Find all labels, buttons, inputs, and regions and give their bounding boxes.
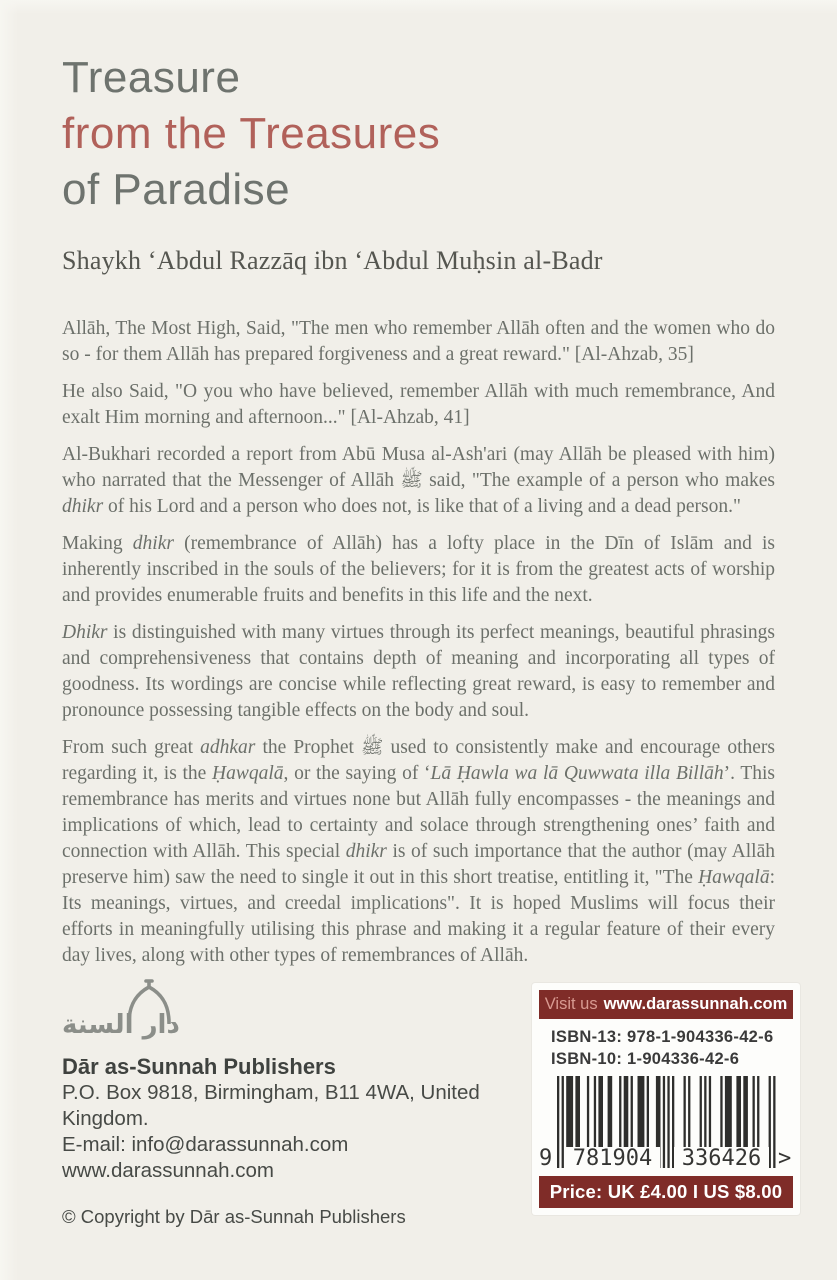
title-line-2: from the Treasures bbox=[62, 109, 441, 158]
publisher-address: P.O. Box 9818, Birmingham, B11 4WA, United Kingdom. bbox=[62, 1081, 480, 1130]
publisher-logo bbox=[62, 978, 192, 1042]
body-paragraph: Dhikr is distinguished with many virtues through its perfect meanings, beautiful phrasings and comprehensiveness that contains depth of meaning and incorporating all types of goodness. Its wordings are concise while reflecting great reward, is easy to remember and pronounce possessing tangible effects on the body and soul. bbox=[62, 622, 775, 721]
copyright-line: © Copyright by Dār as-Sunnah Publishers bbox=[62, 1206, 406, 1227]
sallallahu-alayhi-wasallam-symbol: ﷺ bbox=[400, 470, 423, 491]
ean-digit-first: 9 bbox=[539, 1146, 553, 1171]
publisher-email: E-mail: info@darassunnah.com bbox=[62, 1133, 349, 1156]
synopsis-text bbox=[62, 316, 775, 969]
body-paragraph: He also Said, "O you who have believed, remember Allāh with much remembrance, And exalt Him morning and afternoon..." [Al-Ahzab, 41] bbox=[62, 381, 775, 428]
book-title bbox=[62, 50, 775, 218]
body-paragraph: Making dhikr (remembrance of Allāh) has a lofty place in the Dīn of Islām and is inherently inscribed in the souls of the believers; for it is from the greatest acts of worship and provides enumerable fruits and benefits in this life and the next. bbox=[62, 533, 775, 606]
sallallahu-alayhi-wasallam-symbol: ﷺ bbox=[361, 737, 384, 758]
ean-end-mark: > bbox=[778, 1146, 792, 1171]
cover-header bbox=[62, 50, 775, 276]
visit-us-bar bbox=[539, 990, 793, 1019]
publisher-logo-arabic-text: دار السنة bbox=[62, 1010, 180, 1040]
barcode-box bbox=[532, 983, 800, 1215]
visit-us-url: www.darassunnah.com bbox=[603, 995, 788, 1013]
visit-us-label: Visit us bbox=[544, 995, 598, 1013]
author-name: Shaykh ‘Abdul Razzāq ibn ‘Abdul Muḥsin al-Badr bbox=[62, 246, 603, 275]
title-line-1: Treasure bbox=[62, 53, 241, 102]
price-bar: Price: UK £4.00 I US $8.00 bbox=[539, 1176, 793, 1208]
body-paragraph: Allāh, The Most High, Said, "The men who remember Allāh often and the women who do so - for them Allāh has prepared forgiveness and a great reward." [Al-Ahzab, 35] bbox=[62, 318, 775, 365]
ean13-barcode bbox=[539, 1076, 792, 1171]
isbn13-line: ISBN-13: 978-1-904336-42-6 bbox=[551, 1028, 774, 1046]
publisher-name: Dār as-Sunnah Publishers bbox=[62, 1054, 336, 1079]
ean-digits-left: 781904 bbox=[565, 1147, 660, 1171]
isbn-block bbox=[539, 1019, 793, 1072]
title-line-3: of Paradise bbox=[62, 165, 291, 214]
body-paragraph: Al-Bukhari recorded a report from Abū Musa al-Ash'ari (may Allāh be pleased with him) who narrated that the Messenger of Allāh ﷺ said, "The example of a person who makes dhikr of his Lord and a person who does not, is like that of a living and a dead person." bbox=[62, 444, 775, 517]
ean-digits-right: 336426 bbox=[674, 1147, 769, 1171]
publisher-block bbox=[62, 978, 502, 1228]
body-paragraph: From such great adhkar the Prophet ﷺ used to consistently make and encourage others regarding it, is the Ḥawqalā, or the saying of ‘Lā Ḥawla wa lā Quwwata illa Billāh’. This remembrance has merits and virtues none but Allāh fully encompasses - the meanings and implications of which, lead to certainty and solace through strengthening ones’ faith and connection with Allāh. This special dhikr is of such importance that the author (may Allāh preserve him) saw the need to single it out in this short treatise, entitling it, "The Ḥawqalā: Its meanings, virtues, and creedal implications". It is hoped Muslims will focus their efforts in meaningfully utilising this phrase and making it a regular feature of their every day lives, along with other types of remembrances of Allāh. bbox=[62, 737, 775, 966]
publisher-website: www.darassunnah.com bbox=[62, 1159, 274, 1182]
isbn10-line: ISBN-10: 1-904336-42-6 bbox=[551, 1050, 740, 1068]
